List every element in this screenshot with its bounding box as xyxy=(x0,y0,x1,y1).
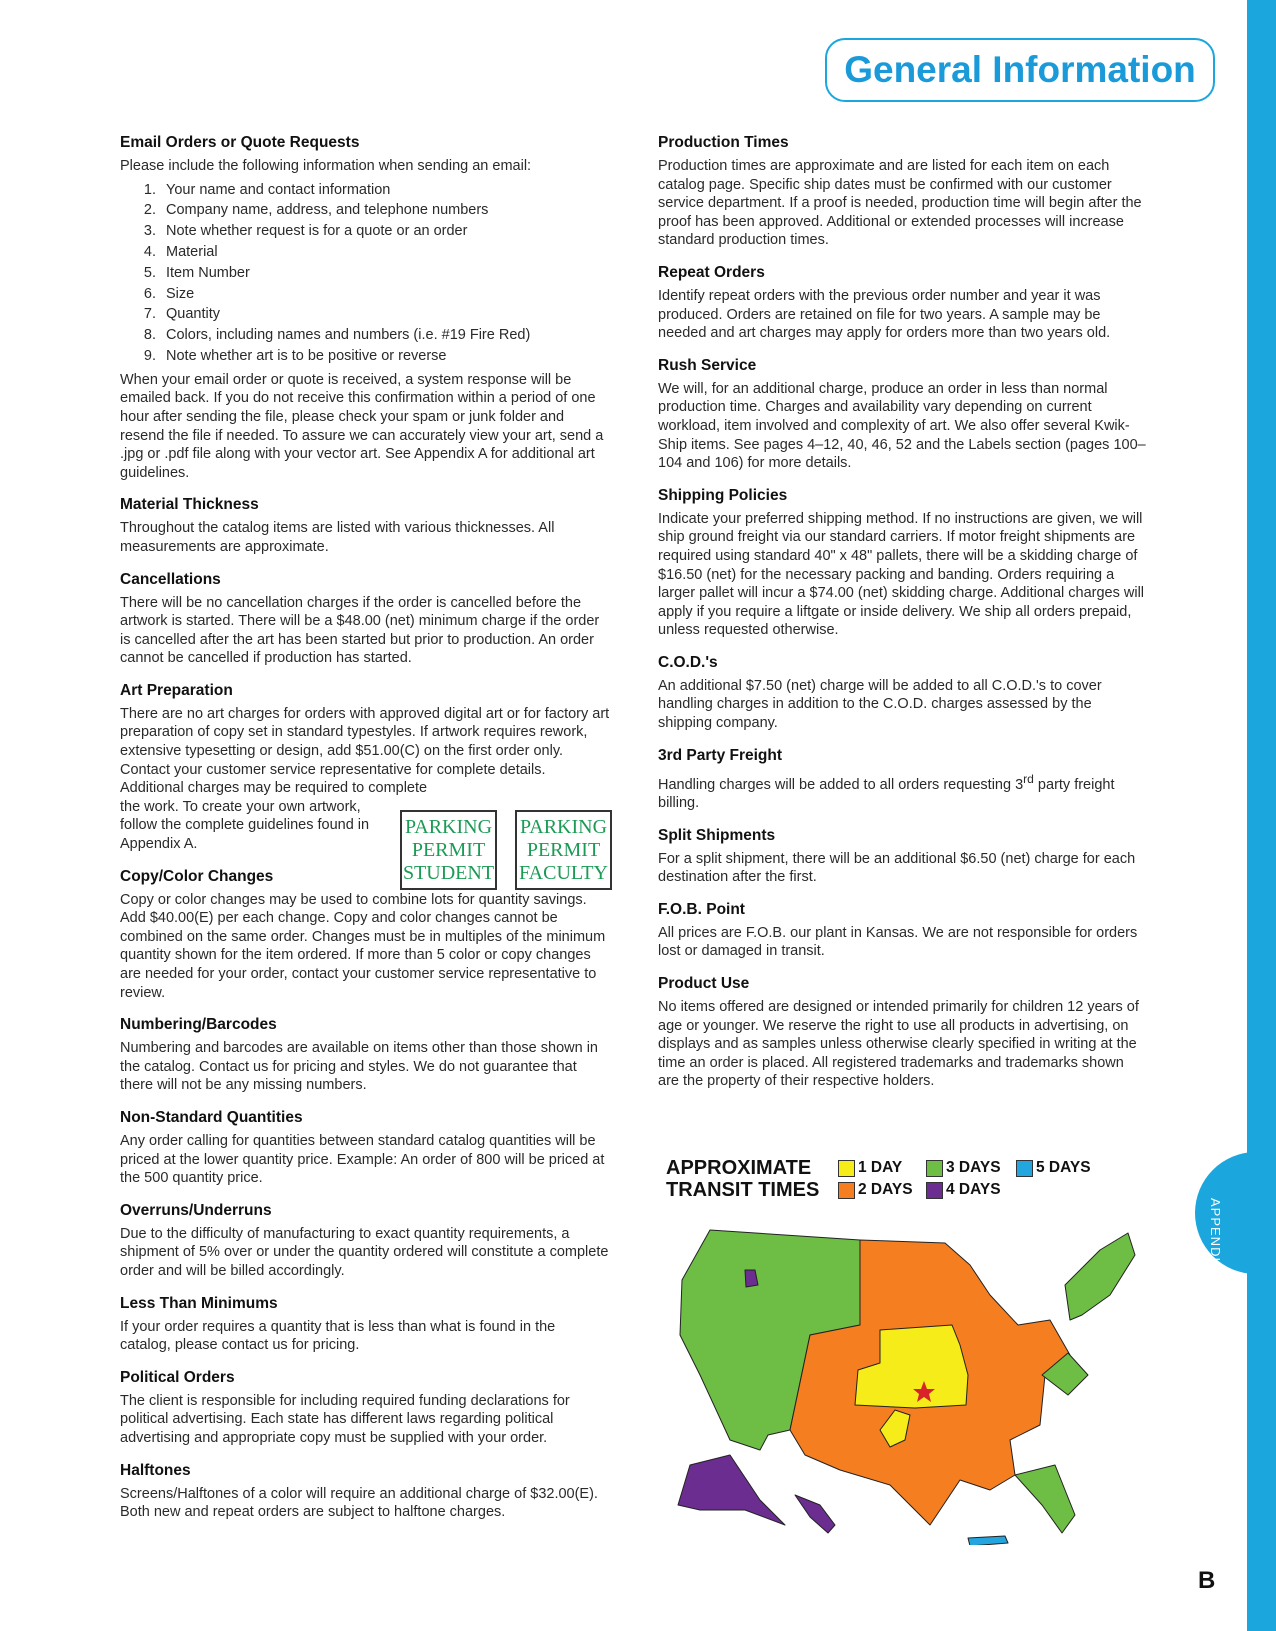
section-heading: Rush Service xyxy=(658,356,757,374)
legend-label: 4 DAYS xyxy=(946,1181,1001,1198)
section-halftones xyxy=(120,1462,610,1522)
parking-permit-samples xyxy=(400,810,612,890)
appendix-tab-label: APPENDIX xyxy=(1208,1198,1223,1272)
region-4-days-alaska xyxy=(678,1455,785,1525)
permit-line: PARKING xyxy=(519,815,608,838)
legend-swatch xyxy=(926,1182,943,1199)
region-3-days-florida xyxy=(1015,1465,1075,1533)
transit-title xyxy=(666,1157,819,1201)
permit-line: PERMIT xyxy=(411,838,486,861)
section-heading: Copy/Color Changes xyxy=(120,867,274,885)
section-body: Production times are approximate and are listed for each item on each catalog page. Specific ship dates must be confirmed with our customer service department. If a proof is needed, production time will begin after the proof has been approved. Additional or extended processes will increase standard production times. xyxy=(658,158,1142,249)
section-body: If your order requires a quantity that is less than what is found in the catalog, please contact us for pricing. xyxy=(120,1318,556,1354)
section-production-times xyxy=(658,134,1148,250)
section-numbering xyxy=(120,1016,610,1095)
appendix-tab[interactable] xyxy=(1195,1152,1276,1274)
right-column xyxy=(658,134,1148,1105)
list-item: 4. Material xyxy=(160,242,610,263)
section-heading: 3rd Party Freight xyxy=(658,746,783,764)
legend-swatch xyxy=(926,1160,943,1177)
email-requirements-list xyxy=(120,180,610,367)
section-heading: C.O.D.'s xyxy=(658,653,718,671)
legend-label: 5 DAYS xyxy=(1036,1159,1091,1176)
section-body: When your email order or quote is received, a system response will be emailed back. If you do not receive this confirmation within a period of one hour after sending the file, please check your spam or junk folder and resend the file if needed. To assure we can accurately view your art, send a .jpg or .pdf file along with your vector art. See Appendix A for additional art guidelines. xyxy=(120,371,604,481)
section-body: Due to the difficulty of manufacturing to exact quantity requirements, a shipment of 5% over or under the quantity ordered will constitute a complete order and will be billed accordingly. xyxy=(120,1225,609,1279)
legend-label: 3 DAYS xyxy=(946,1159,1001,1176)
section-cancellations xyxy=(120,571,610,668)
transit-title-line: APPROXIMATE xyxy=(666,1157,812,1179)
section-body: Copy or color changes may be used to combine lots for quantity savings. Add $40.00(E) per each change. Copy and color changes cannot be combined on the same order. Changes must be in multiples of the minimum quantity shown for the item ordered. If more than 5 color or copy changes are needed for your order, contact your customer service representative to review. xyxy=(120,891,606,1001)
permit-sample-faculty xyxy=(515,810,612,890)
section-fob-point xyxy=(658,901,1148,961)
permit-line: FACULTY xyxy=(519,861,608,884)
section-shipping-policies xyxy=(658,487,1148,640)
legend-swatch xyxy=(838,1160,855,1177)
section-heading: F.O.B. Point xyxy=(658,900,745,918)
section-heading: Shipping Policies xyxy=(658,486,788,504)
section-heading: Split Shipments xyxy=(658,826,776,844)
section-heading: Repeat Orders xyxy=(658,263,765,281)
section-heading: Product Use xyxy=(658,975,750,993)
section-body: There will be no cancellation charges if the order is cancelled before the artwork is started. There will be a $48.00 (net) minimum charge if the order is cancelled after the art has been started but prior to production. An order cannot be cancelled if production has started. xyxy=(120,594,600,667)
legend-label: 2 DAYS xyxy=(858,1181,913,1198)
section-body: The client is responsible for including required funding declarations for political advertising. Each state has different laws regarding political advertising and appropriate copy must be supplied with your order. xyxy=(120,1392,570,1446)
page-title-box xyxy=(825,38,1215,102)
permit-sample-student xyxy=(400,810,497,890)
section-body: There are no art charges for orders with approved digital art or for factory art preparation of copy set in standard typestyles. If artwork requires rework, extensive typesetting or design, add $51.00(C) on the first order only. Contact your customer service representative for complete details. Additional charges may be required to complete xyxy=(120,705,610,797)
section-nonstandard xyxy=(120,1109,610,1188)
legend-1-day xyxy=(838,1159,902,1177)
section-body-tail: the work. To create your own artwork, follow the complete guidelines found in Appendix A. xyxy=(120,798,370,853)
permit-line: PARKING xyxy=(404,815,493,838)
section-intro: Please include the following information when sending an email: xyxy=(120,158,532,174)
section-material-thickness xyxy=(120,496,610,556)
legend-3-days xyxy=(926,1159,1001,1177)
permit-line: STUDENT xyxy=(402,861,495,884)
section-body: We will, for an additional charge, produce an order in less than normal production time. Charges and availability vary depending on current workload, item involved and complexity of art. We also offer several Kwik-Ship items. See pages 4–12, 40, 46, 52 and the Labels section (pages 100–104 and 106) for more details. xyxy=(658,380,1146,472)
list-item: 8. Colors, including names and numbers (i.e. #19 Fire Red) xyxy=(160,325,610,346)
section-heading: Non-Standard Quantities xyxy=(120,1108,303,1126)
list-item: 9. Note whether art is to be positive or reverse xyxy=(160,346,610,367)
transit-legend xyxy=(666,1157,1186,1207)
section-split-shipments xyxy=(658,827,1148,887)
us-transit-map xyxy=(670,1225,1150,1545)
section-cod xyxy=(658,654,1148,733)
body-part: Handling charges will be added to all orders requesting 3 xyxy=(658,776,1024,793)
list-item: 3. Note whether request is for a quote or an order xyxy=(160,221,610,242)
legend-4-days xyxy=(926,1181,1001,1199)
list-item: 5. Item Number xyxy=(160,263,610,284)
section-heading: Production Times xyxy=(658,134,789,151)
region-4-days-hawaii xyxy=(795,1495,835,1533)
section-heading: Material Thickness xyxy=(120,496,259,514)
region-5-days-puerto-rico xyxy=(968,1536,1008,1545)
list-item: 7. Quantity xyxy=(160,304,610,325)
section-body: Identify repeat orders with the previous order number and year it was produced. Orders are retained on file for two years. A sample may be needed and art charges may apply for orders more than two years old. xyxy=(658,287,1111,342)
list-item: 6. Size xyxy=(160,284,610,305)
section-heading: Email Orders or Quote Requests xyxy=(120,134,360,151)
list-item: 2. Company name, address, and telephone numbers xyxy=(160,200,610,221)
legend-5-days xyxy=(1016,1159,1091,1177)
section-political xyxy=(120,1369,610,1448)
section-repeat-orders xyxy=(658,264,1148,343)
list-item: 1. Your name and contact information xyxy=(160,180,610,201)
section-body: Screens/Halftones of a color will require an additional charge of $32.00(E). Both new and repeat orders are subject to halftone charges. xyxy=(120,1485,598,1521)
side-color-bar xyxy=(1247,0,1276,1631)
section-minimums xyxy=(120,1295,610,1355)
section-rush-service xyxy=(658,357,1148,473)
legend-swatch xyxy=(1016,1160,1033,1177)
permit-line: PERMIT xyxy=(526,838,601,861)
section-heading: Art Preparation xyxy=(120,681,233,699)
page-title: General Information xyxy=(844,49,1196,90)
section-heading: Less Than Minimums xyxy=(120,1294,278,1312)
section-heading: Political Orders xyxy=(120,1368,235,1386)
legend-2-days xyxy=(838,1181,913,1199)
section-body: Throughout the catalog items are listed with various thicknesses. All measurements are approximate. xyxy=(120,520,555,555)
section-overruns xyxy=(120,1202,610,1281)
legend-label: 1 DAY xyxy=(858,1159,903,1176)
section-body: Indicate your preferred shipping method. If no instructions are given, we will ship ground freight via our standard carriers. If motor freight shipments are required using standard 40" x 48" pallets, there will be a skidding charge of $16.50 (net) for the necessary packing and banding. Orders requiring a larger pallet will incur a $74.00 (net) skidding charge. Additional charges will apply if you require a liftgate or inside delivery. We ship all orders prepaid, unless requested otherwise. xyxy=(658,510,1145,639)
section-heading: Overruns/Underruns xyxy=(120,1201,272,1219)
section-body: Numbering and barcodes are available on items other than those shown in the catalog. Contact us for pricing and styles. We do not guarantee that there will not be any missing numbers. xyxy=(120,1040,598,1094)
section-body: No items offered are designed or intended primarily for children 12 years of age or younger. We reserve the right to use all products in advertising, on displays and as samples unless otherwise clearly specified in writing at the time an order is placed. All registered trademarks and trademarks shown are the property of their respective holders. xyxy=(658,999,1139,1090)
transit-title-line: TRANSIT TIMES xyxy=(666,1179,820,1201)
section-email-orders xyxy=(120,134,610,482)
section-heading: Halftones xyxy=(120,1461,191,1479)
section-body: For a split shipment, there will be an additional $6.50 (net) charge for each destination after the first. xyxy=(658,850,1136,886)
body-part: party freight billing. xyxy=(658,776,1115,812)
section-heading: Numbering/Barcodes xyxy=(120,1016,277,1034)
ordinal-suffix: rd xyxy=(1023,771,1034,786)
section-body: An additional $7.50 (net) charge will be added to all C.O.D.'s to cover handling charges in addition to the C.O.D. charges assessed by the shipping company. xyxy=(658,677,1102,732)
section-body xyxy=(658,770,1148,813)
page-letter: B xyxy=(1198,1567,1216,1594)
section-body: Any order calling for quantities between standard catalog quantities will be priced at the lower quantity price. Example: An order of 800 will be priced at the 500 quantity price. xyxy=(120,1132,605,1187)
region-3-days-northeast xyxy=(1065,1233,1135,1320)
section-product-use xyxy=(658,975,1148,1091)
section-heading: Cancellations xyxy=(120,570,221,588)
section-body: All prices are F.O.B. our plant in Kansas. We are not responsible for orders lost or damaged in transit. xyxy=(658,924,1138,960)
section-third-party-freight xyxy=(658,747,1148,813)
legend-swatch xyxy=(838,1182,855,1199)
